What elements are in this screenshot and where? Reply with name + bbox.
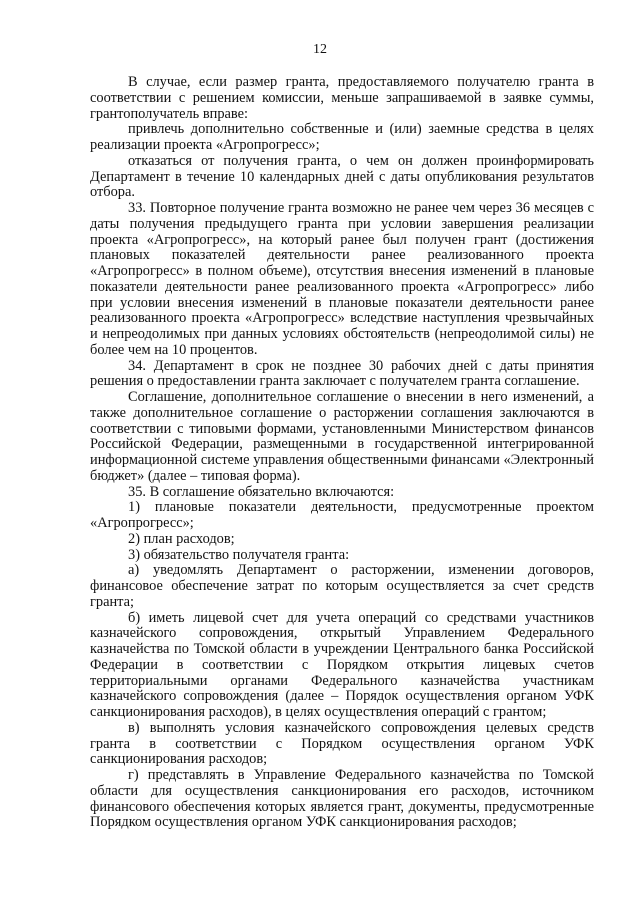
paragraph-attract-funds: привлечь дополнительно собственные и (или) заемные средства в целях реализации проекта «Агропрогресс»; [90, 121, 594, 153]
paragraph-subitem-2: 2) план расходов; [128, 530, 235, 547]
paragraph-refuse-grant: отказаться от получения гранта, о чем он должен проинформировать Департамент в течение 10 календарных дней с даты опубликования результатов отбора. [90, 152, 594, 201]
paragraph-subitem-a: а) уведомлять Департамент о расторжении, изменении договоров, финансовое обеспечение затрат по которым осуществляется за счет средств гранта; [90, 562, 594, 610]
document-body [90, 75, 594, 831]
paragraph-subitem-b: б) иметь лицевой счет для учета операций со средствами участников казначейского сопровождения, открытый Управлением Федерального казначейства по Томской области в учреждении Центрального банка Российской Федерации в соответствии с Порядком открытия лицевых счетов территориальными органами Федерального казначейства участникам казначейского сопровождения (далее – Порядок осуществления органом УФК санкционирования расходов), в целях осуществления операций с грантом; [90, 609, 594, 720]
paragraph-item-33: 33. Повторное получение гранта возможно не ранее чем через 36 месяцев с даты получения предыдущего гранта при условии завершения реализации проекта «Агропрогресс», на который ранее был получен грант (достижения плановых показателей деятельности ранее реализованного проекта «Агропрогресс» в полном объеме), отсутствия внесения изменений в плановые показатели деятельности ранее реализованного проекта «Агропрогресс» либо при условии внесения изменений в плановые показатели деятельности ранее реализованного проекта «Агропрогресс» вследствие наступления чрезвычайных и непреодолимых при данных условиях обстоятельств (непреодолимой силы) не более чем на 10 процентов. [90, 200, 594, 358]
paragraph-subitem-v: в) выполнять условия казначейского сопровождения целевых средств гранта в соответствии с Порядком осуществления органом УФК санкционирования расходов; [90, 719, 594, 768]
page-number: 12 [313, 42, 327, 57]
paragraph-grant-reduced: В случае, если размер гранта, предоставляемого получателю гранта в соответствии с решением комиссии, меньше запрашиваемой в заявке суммы, грантополучатель вправе: [90, 74, 594, 122]
paragraph-subitem-g: г) представлять в Управление Федерального казначейства по Томской области для осуществления санкционирования его расходов, источником финансового обеспечения которых является грант, документы, предусмотренные Порядком осуществления органом УФК санкционирования расходов; [90, 767, 594, 831]
paragraph-item-35: 35. В соглашение обязательно включаются: [128, 483, 395, 500]
paragraph-subitem-1: 1) плановые показатели деятельности, предусмотренные проектом «Агропрогресс»; [90, 499, 594, 531]
paragraph-item-34: 34. Департамент в срок не позднее 30 рабочих дней с даты принятия решения о предоставлении гранта заключает с получателем гранта соглашение. [90, 357, 594, 390]
paragraph-agreement-forms: Соглашение, дополнительное соглашение о внесении в него изменений, а также дополнительное соглашение о расторжении соглашения заключаются в соответствии с типовыми формами, установленными Министерством финансов Российской Федерации, размещенными в государственной интегрированной информационной системе управления общественными финансами «Электронный бюджет» (далее – типовая форма). [90, 389, 594, 484]
paragraph-subitem-3: 3) обязательство получателя гранта: [128, 546, 350, 563]
